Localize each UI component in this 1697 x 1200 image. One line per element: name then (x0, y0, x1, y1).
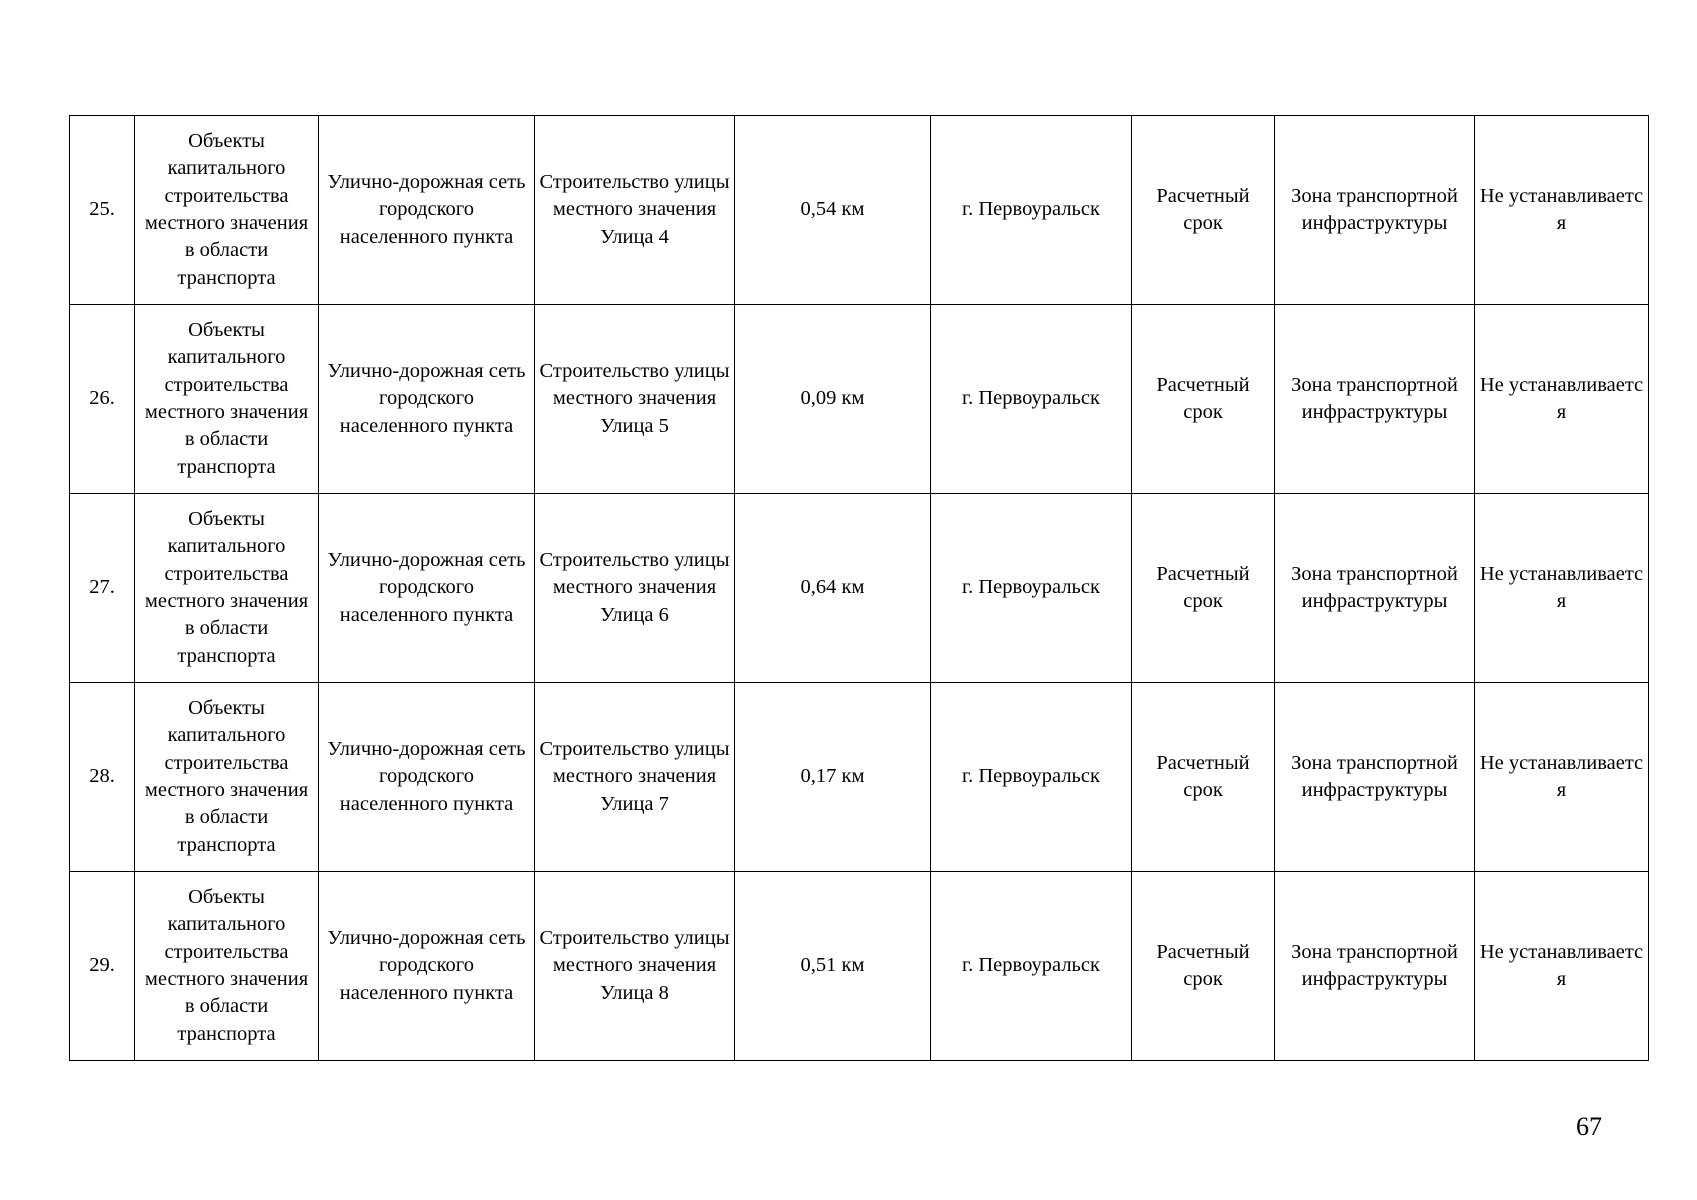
object-name-cell: Строительство улицы местного значения Улица 4 (535, 116, 735, 305)
term-cell: Расчетный срок (1132, 116, 1275, 305)
functional-zone-cell: Зона транспортной инфраструктуры (1275, 872, 1475, 1061)
object-name-cell: Строительство улицы местного значения Улица 6 (535, 494, 735, 683)
protection-zone-cell: Не устанавливаетс я (1475, 305, 1649, 494)
object-name-cell: Строительство улицы местного значения Улица 8 (535, 872, 735, 1061)
row-number-cell: 26. (70, 305, 135, 494)
functional-zone-cell: Зона транспортной инфраструктуры (1275, 116, 1475, 305)
object-type-cell: Объекты капитального строительства местного значения в области транспорта (135, 116, 319, 305)
characteristics-cell: 0,51 км (735, 872, 931, 1061)
purpose-cell: Улично-дорожная сеть городского населенного пункта (319, 872, 535, 1061)
row-number-cell: 27. (70, 494, 135, 683)
term-cell: Расчетный срок (1132, 872, 1275, 1061)
functional-zone-cell: Зона транспортной инфраструктуры (1275, 683, 1475, 872)
functional-zone-cell: Зона транспортной инфраструктуры (1275, 305, 1475, 494)
object-type-cell: Объекты капитального строительства местного значения в области транспорта (135, 494, 319, 683)
characteristics-cell: 0,54 км (735, 116, 931, 305)
purpose-cell: Улично-дорожная сеть городского населенного пункта (319, 305, 535, 494)
row-number-cell: 25. (70, 116, 135, 305)
object-type-cell: Объекты капитального строительства местного значения в области транспорта (135, 872, 319, 1061)
protection-zone-cell: Не устанавливаетс я (1475, 683, 1649, 872)
protection-zone-cell: Не устанавливаетс я (1475, 494, 1649, 683)
location-cell: г. Первоуральск (931, 872, 1132, 1061)
characteristics-cell: 0,09 км (735, 305, 931, 494)
characteristics-cell: 0,64 км (735, 494, 931, 683)
purpose-cell: Улично-дорожная сеть городского населенного пункта (319, 494, 535, 683)
purpose-cell: Улично-дорожная сеть городского населенного пункта (319, 683, 535, 872)
table-row (70, 683, 1649, 872)
planned-objects-table (69, 115, 1649, 1061)
table-body (70, 116, 1649, 1061)
protection-zone-cell: Не устанавливаетс я (1475, 116, 1649, 305)
table-row (70, 116, 1649, 305)
location-cell: г. Первоуральск (931, 116, 1132, 305)
object-type-cell: Объекты капитального строительства местного значения в области транспорта (135, 683, 319, 872)
term-cell: Расчетный срок (1132, 305, 1275, 494)
row-number-cell: 28. (70, 683, 135, 872)
location-cell: г. Первоуральск (931, 494, 1132, 683)
table-row (70, 305, 1649, 494)
purpose-cell: Улично-дорожная сеть городского населенного пункта (319, 116, 535, 305)
protection-zone-cell: Не устанавливаетс я (1475, 872, 1649, 1061)
table-row (70, 494, 1649, 683)
object-name-cell: Строительство улицы местного значения Улица 5 (535, 305, 735, 494)
term-cell: Расчетный срок (1132, 494, 1275, 683)
page-number: 67 (1576, 1112, 1602, 1141)
object-name-cell: Строительство улицы местного значения Улица 7 (535, 683, 735, 872)
term-cell: Расчетный срок (1132, 683, 1275, 872)
location-cell: г. Первоуральск (931, 683, 1132, 872)
characteristics-cell: 0,17 км (735, 683, 931, 872)
location-cell: г. Первоуральск (931, 305, 1132, 494)
functional-zone-cell: Зона транспортной инфраструктуры (1275, 494, 1475, 683)
row-number-cell: 29. (70, 872, 135, 1061)
object-type-cell: Объекты капитального строительства местного значения в области транспорта (135, 305, 319, 494)
table-row (70, 872, 1649, 1061)
